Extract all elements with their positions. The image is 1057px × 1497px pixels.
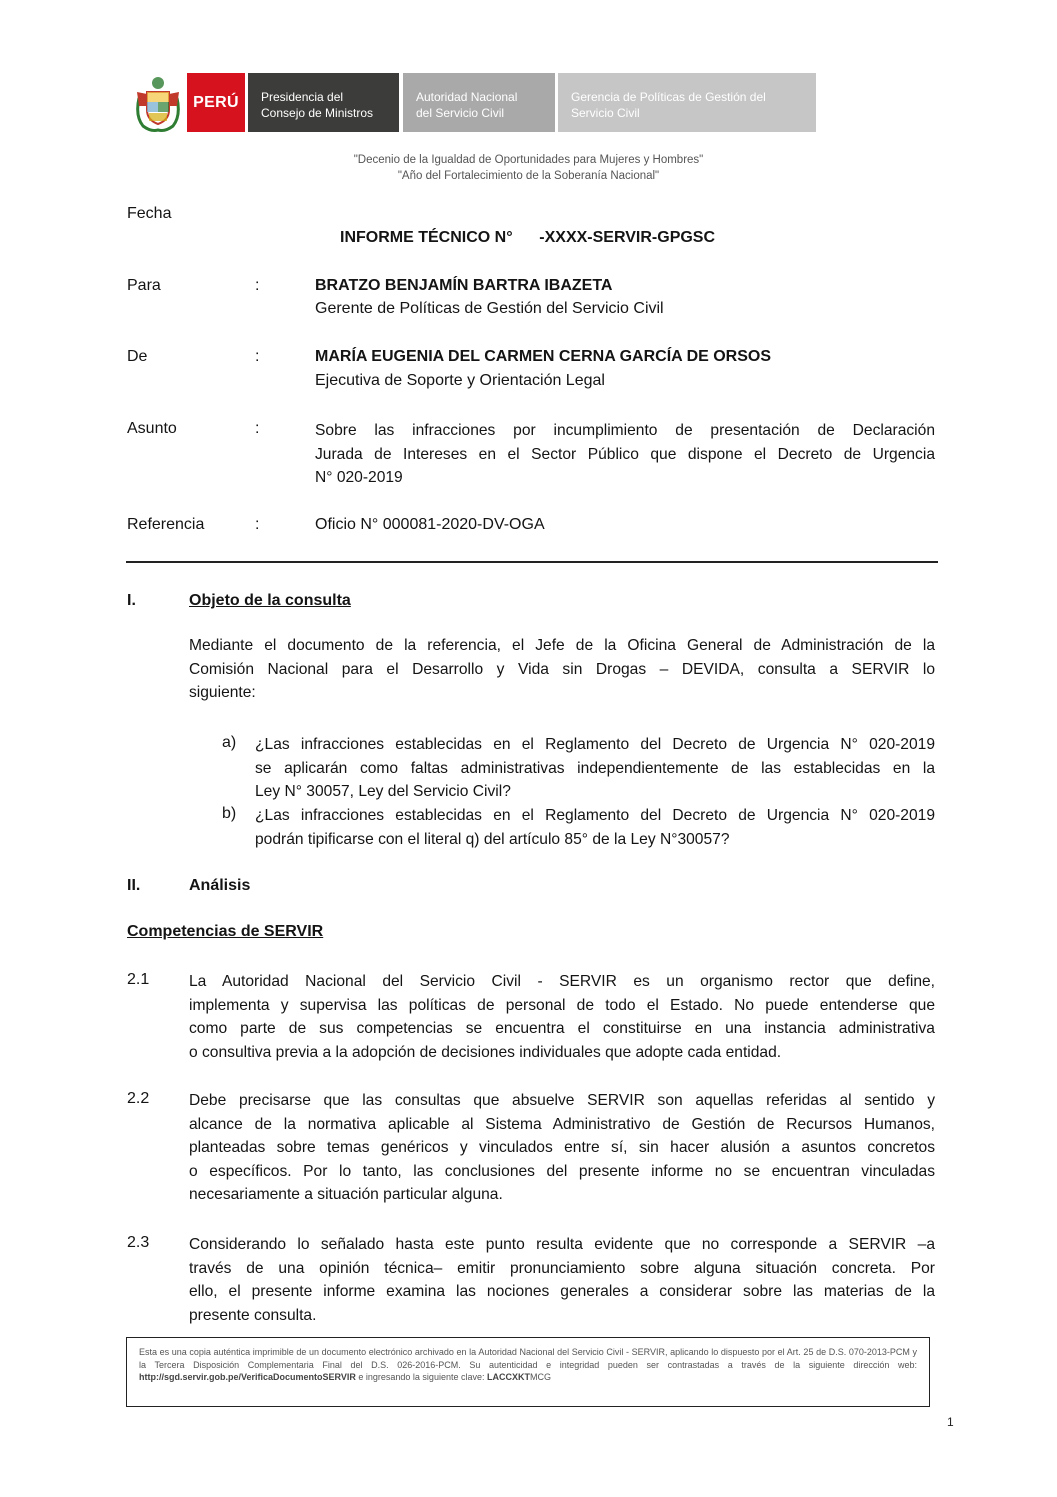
header-box-gerencia (558, 73, 816, 132)
intro-line: Comisión Nacional para el Desarrollo y Vida sin Drogas – DEVIDA, consulta a SERVIR lo (189, 660, 935, 678)
asunto-text (315, 419, 935, 490)
paragraph-line: presente consulta. (189, 1306, 317, 1324)
header-box-servir-line1: Autoridad Nacional (416, 90, 518, 104)
footer-text-2: e ingresando la siguiente clave: (355, 1372, 487, 1382)
item-b-line: ¿Las infracciones establecidas en el Reglamento del Decreto de Urgencia N° 020-2019 (255, 807, 935, 824)
decenio-slogan: "Decenio de la Igualdad de Oportunidades para Mujeres y Hombres" (353, 154, 704, 166)
authenticity-footer (126, 1337, 930, 1407)
de-role: Ejecutiva de Soporte y Orientación Legal (315, 372, 605, 389)
section-2-title: Análisis (189, 877, 251, 894)
item-a-line: ¿Las infracciones establecidas en el Reglamento del Decreto de Urgencia N° 020-2019 (255, 736, 935, 753)
section-1-title: Objeto de la consulta (189, 592, 351, 609)
verification-key: LACCXKT (486, 1372, 530, 1382)
item-a-text (255, 733, 935, 804)
paragraph-2-2-number: 2.2 (127, 1090, 150, 1107)
paragraph-2-1 (189, 970, 935, 1064)
section-1-number: I. (127, 592, 136, 609)
paragraph-2-1-number: 2.1 (127, 971, 150, 988)
paragraph-line: o específicos. Por lo tanto, las conclusiones del presente informe no se encuentran vinculadas (189, 1162, 935, 1180)
header-box-servir-line2: del Servicio Civil (416, 106, 505, 120)
referencia-label: Referencia (127, 516, 205, 533)
verification-url[interactable]: http://sgd.servir.gob.pe/VerificaDocumentoSERVIR (139, 1372, 356, 1382)
header-divider (126, 561, 938, 563)
para-colon: : (255, 277, 260, 294)
header-box-pcm-line2: Consejo de Ministros (261, 106, 374, 120)
paragraph-line: ello, el presente informe examina las nociones generales a considerar sobre las materias de la (189, 1283, 935, 1300)
asunto-line: Jurada de Intereses en el Sector Público que dispone el Decreto de Urgencia (315, 445, 935, 463)
peru-logo (187, 73, 245, 132)
header-box-gerencia-line1: Gerencia de Políticas de Gestión del (571, 90, 766, 104)
fecha-label: Fecha (127, 205, 172, 222)
item-b-marker: b) (222, 805, 237, 822)
de-label: De (127, 348, 148, 365)
intro-line: Mediante el documento de la referencia, el Jefe de la Oficina General de Administración de la (189, 637, 935, 654)
intro-line: siguiente: (189, 684, 256, 701)
item-b-line: podrán tipificarse con el literal q) del artículo 85° de la Ley N°30057? (255, 830, 730, 848)
paragraph-2-3 (189, 1233, 935, 1327)
para-role: Gerente de Políticas de Gestión del Servicio Civil (315, 300, 664, 317)
item-a-marker: a) (222, 734, 237, 751)
paragraph-2-2 (189, 1089, 935, 1207)
section-1-intro (189, 634, 935, 705)
paragraph-line: planteadas sobre temas genéricos y vinculados entre sí, sin hacer alusión a asuntos concretos (189, 1139, 935, 1156)
asunto-line: N° 020-2019 (315, 469, 403, 486)
header-box-pcm (248, 73, 399, 132)
anio-slogan: "Año del Fortalecimiento de la Soberanía Nacional" (397, 170, 660, 182)
item-b-text (255, 804, 935, 851)
paragraph-line: Considerando lo señalado hasta este punto resulta evidente que no corresponde a SERVIR –a (189, 1236, 935, 1253)
asunto-label: Asunto (127, 420, 177, 437)
paragraph-line: través de una opinión técnica– emitir pronunciamiento sobre alguna situación concreta. Por (189, 1259, 935, 1277)
document-title: INFORME TÉCNICO N° -XXXX-SERVIR-GPGSC (340, 229, 716, 246)
item-a-line: Ley N° 30057, Ley del Servicio Civil? (255, 783, 511, 800)
paragraph-line: Debe precisarse que las consultas que absuelve SERVIR son aquellas referidas al sentido y (189, 1092, 935, 1109)
referencia-colon: : (255, 516, 260, 533)
paragraph-line: como parte de sus competencias se encuentra el constituirse en una instancia administrativa (189, 1020, 935, 1037)
asunto-colon: : (255, 420, 260, 437)
paragraph-line: alcance de la normativa aplicable al Sistema Administrativo de Gestión de Recursos Humanos, (189, 1115, 935, 1133)
page-number: 1 (947, 1415, 954, 1429)
paragraph-line: implementa y supervisa las políticas de personal de todo el Estado. No puede entenderse que (189, 996, 935, 1014)
verification-key-suffix: MCG (529, 1372, 551, 1382)
footer-text: Esta es una copia auténtica imprimible de un documento electrónico archivado en la Autoridad Nacional del Servicio Civil - SERVIR, aplicando lo dispuesto por el Art. 25 de D.S. 070-2013-PCM y la Tercera Disposición Complementaria Final del D.S. 026-2016-PCM. Su autenticidad e integridad pueden ser contrastadas a través de la siguiente dirección web: (139, 1347, 917, 1370)
item-a-line: se aplicarán como faltas administrativas independientemente de las establecidas en la (255, 759, 935, 777)
header-box-gerencia-line2: Servicio Civil (571, 106, 640, 120)
paragraph-2-3-number: 2.3 (127, 1234, 150, 1251)
section-2-subtitle: Competencias de SERVIR (127, 923, 324, 940)
referencia-value: Oficio N° 000081-2020-DV-OGA (315, 516, 545, 533)
paragraph-line: La Autoridad Nacional del Servicio Civil - SERVIR es un organismo rector que define, (189, 973, 935, 990)
para-name: BRATZO BENJAMÍN BARTRA IBAZETA (315, 277, 613, 294)
de-name: MARÍA EUGENIA DEL CARMEN CERNA GARCÍA DE ORSOS (315, 348, 772, 365)
section-2-number: II. (127, 877, 141, 894)
paragraph-line: necesariamente a situación particular alguna. (189, 1186, 503, 1203)
de-colon: : (255, 348, 260, 365)
para-label: Para (127, 277, 161, 294)
peru-logo-text: PERÚ (193, 93, 239, 111)
coat-of-arms-icon (133, 72, 183, 134)
header-box-pcm-line1: Presidencia del (261, 90, 344, 104)
paragraph-line: o consultiva previa a la adopción de decisiones individuales que adopte cada entidad. (189, 1043, 782, 1061)
header-box-servir (403, 73, 555, 132)
asunto-line: Sobre las infracciones por incumplimiento de presentación de Declaración (315, 422, 935, 439)
